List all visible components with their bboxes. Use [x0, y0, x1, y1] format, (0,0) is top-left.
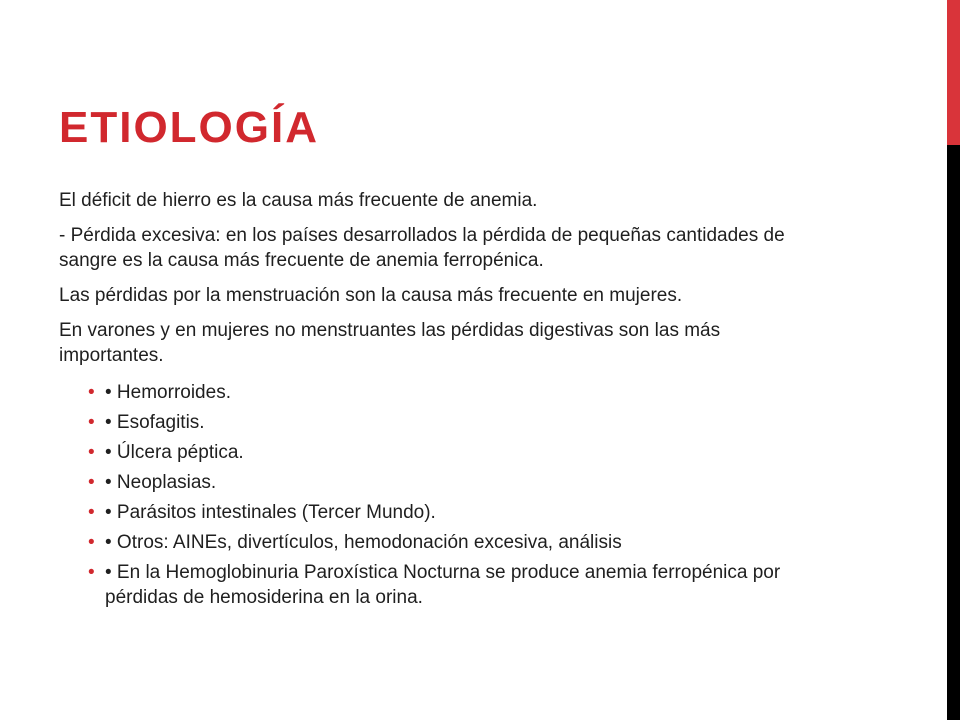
list-item — [88, 380, 819, 405]
list-item — [88, 500, 819, 525]
list-item-text: • Hemorroides. — [105, 382, 231, 403]
list-item — [88, 440, 819, 465]
bullet-dot-icon: • — [88, 502, 95, 523]
paragraph-digestive-loss: En varones y en mujeres no menstruantes las pérdidas digestivas son las más importantes. — [59, 320, 721, 366]
paragraph-menstruation: Las pérdidas por la menstruación son la causa más frecuente en mujeres. — [59, 285, 683, 306]
list-item — [88, 410, 819, 435]
cause-list — [59, 380, 819, 610]
bullet-dot-icon: • — [88, 532, 95, 553]
list-item-text: • En la Hemoglobinuria Paroxística Nocturna se produce anemia ferropénica por pérdidas de hemosiderina en la orina. — [105, 562, 781, 608]
bullet-dot-icon: • — [88, 382, 95, 403]
list-item-text: • Úlcera péptica. — [105, 442, 244, 463]
list-item — [88, 530, 819, 555]
list-item-text: • Parásitos intestinales (Tercer Mundo). — [105, 502, 436, 523]
bullet-dot-icon: • — [88, 412, 95, 433]
slide-content — [59, 188, 819, 615]
sidebar-accent-black — [947, 145, 960, 720]
list-item-text: • Otros: AINEs, divertículos, hemodonación excesiva, análisis — [105, 532, 622, 553]
sidebar-accent-red — [947, 0, 960, 145]
list-item — [88, 470, 819, 495]
paragraph-excessive-loss: - Pérdida excesiva: en los países desarrollados la pérdida de pequeñas cantidades de sangre es la causa más frecuente de anemia ferropénica. — [59, 225, 785, 271]
bullet-dot-icon: • — [88, 472, 95, 493]
list-item-text: • Esofagitis. — [105, 412, 205, 433]
list-item — [88, 560, 819, 610]
bullet-dot-icon: • — [88, 562, 95, 583]
slide-title: ETIOLOGÍA — [59, 103, 319, 152]
bullet-dot-icon: • — [88, 442, 95, 463]
list-item-text: • Neoplasias. — [105, 472, 217, 493]
paragraph-iron-deficiency: El déficit de hierro es la causa más frecuente de anemia. — [59, 190, 538, 211]
